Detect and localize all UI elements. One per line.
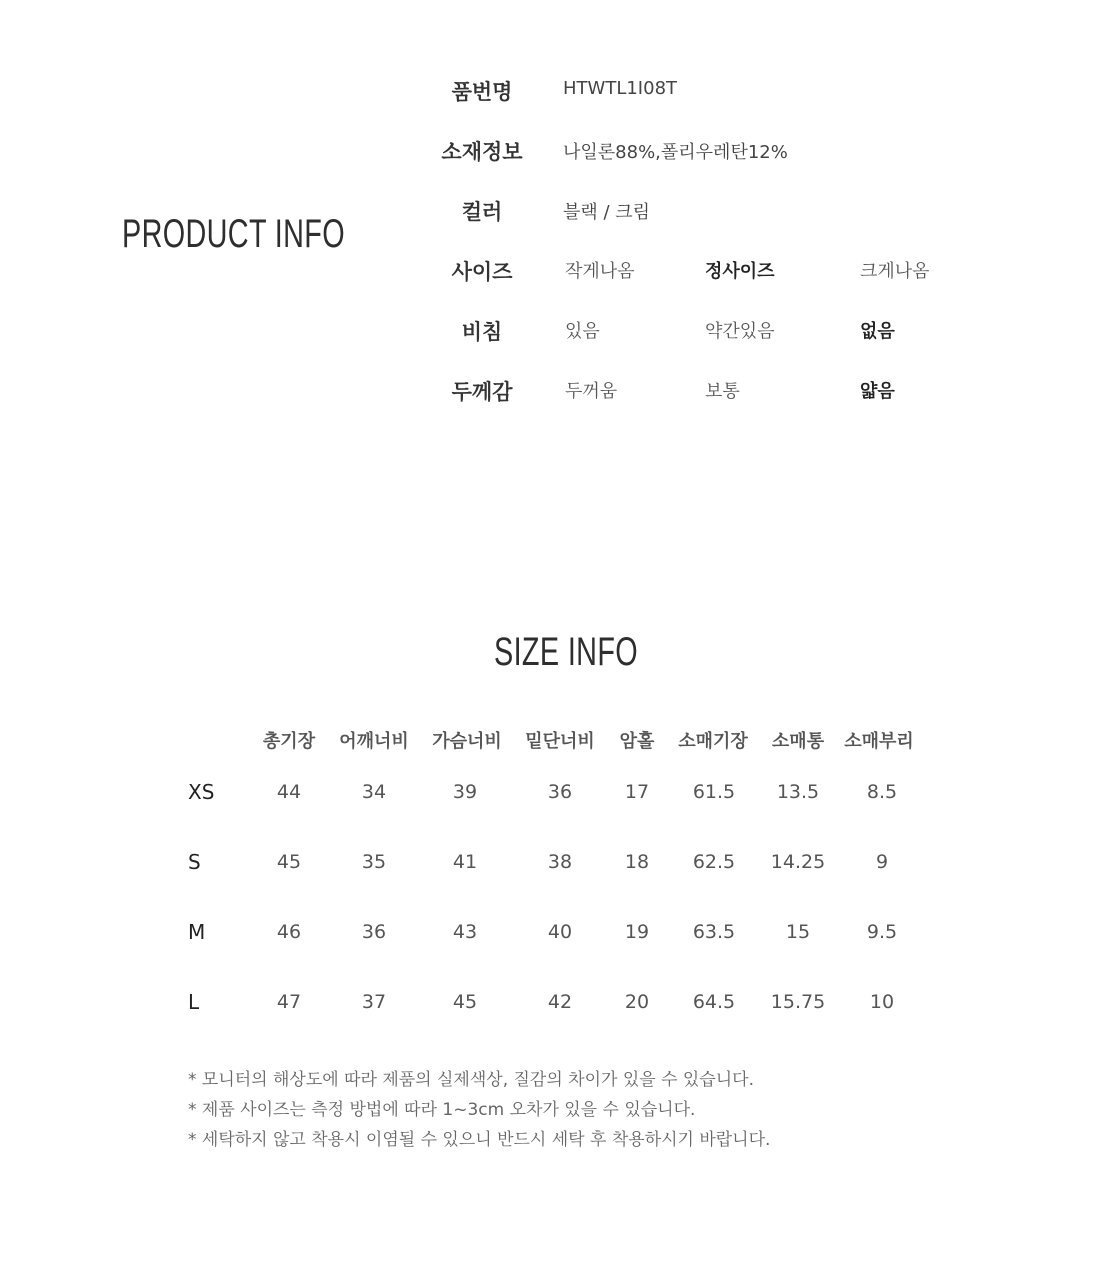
table-cell: 40	[547, 921, 573, 943]
table-cell: 45	[276, 851, 302, 873]
table-cell: 13.5	[776, 781, 820, 803]
table-cell: 17	[624, 781, 650, 803]
table-cell: 9	[875, 851, 889, 873]
table-cell: 41	[452, 851, 478, 873]
column-header: 소매기장	[678, 731, 748, 752]
size-fit-option: 작게나옴	[565, 261, 635, 282]
label-product-code: 품번명	[451, 80, 513, 104]
table-cell: 15.75	[770, 991, 826, 1013]
label-size-fit: 사이즈	[451, 260, 513, 284]
thickness-option: 보통	[705, 381, 740, 402]
table-cell: 47	[276, 991, 302, 1013]
size-label: L	[188, 990, 200, 1014]
table-cell: 62.5	[692, 851, 736, 873]
table-cell: 10	[869, 991, 895, 1013]
label-thickness: 두께감	[451, 380, 513, 404]
table-cell: 42	[547, 991, 573, 1013]
table-cell: 9.5	[866, 921, 898, 943]
size-fit-option: 크게나옴	[860, 261, 930, 282]
label-material: 소재정보	[441, 140, 523, 164]
column-header: 암홀	[619, 731, 655, 752]
table-cell: 34	[361, 781, 387, 803]
label-sheerness: 비침	[461, 320, 503, 344]
column-header: 가슴너비	[432, 731, 502, 752]
table-cell: 14.25	[770, 851, 826, 873]
note-washing-disclaimer: * 세탁하지 않고 착용시 이염될 수 있으니 반드시 세탁 후 착용하시기 바랍니다.	[188, 1130, 771, 1150]
column-header: 밑단너비	[525, 731, 595, 752]
table-cell: 36	[547, 781, 573, 803]
column-header: 소매통	[771, 731, 825, 752]
product-info-title: PRODUCT INFO	[122, 212, 345, 256]
table-cell: 43	[452, 921, 478, 943]
sheerness-option: 약간있음	[705, 321, 775, 342]
table-cell: 61.5	[692, 781, 736, 803]
value-product-code: HTWTL1I08T	[563, 78, 678, 99]
note-color-disclaimer: * 모니터의 해상도에 따라 제품의 실제색상, 질감의 차이가 있을 수 있습니다.	[188, 1070, 755, 1090]
column-header: 총기장	[262, 731, 316, 752]
table-cell: 37	[361, 991, 387, 1013]
sheerness-option: 있음	[565, 321, 600, 342]
table-cell: 63.5	[692, 921, 736, 943]
thickness-option: 두꺼움	[565, 381, 618, 402]
table-cell: 18	[624, 851, 650, 873]
table-cell: 46	[276, 921, 302, 943]
table-cell: 19	[624, 921, 650, 943]
table-cell: 39	[452, 781, 478, 803]
size-info-title: SIZE INFO	[494, 630, 639, 674]
size-label: S	[188, 850, 201, 874]
table-cell: 38	[547, 851, 573, 873]
sheerness-option-selected: 없음	[860, 321, 895, 342]
table-cell: 44	[276, 781, 302, 803]
table-cell: 45	[452, 991, 478, 1013]
value-color: 블랙 / 크림	[563, 202, 651, 223]
table-cell: 8.5	[866, 781, 898, 803]
table-cell: 15	[785, 921, 811, 943]
table-cell: 35	[361, 851, 387, 873]
table-cell: 20	[624, 991, 650, 1013]
column-header: 어깨너비	[339, 731, 409, 752]
size-fit-option-selected: 정사이즈	[705, 261, 775, 282]
thickness-option-selected: 얇음	[860, 381, 895, 402]
table-cell: 64.5	[692, 991, 736, 1013]
size-label: M	[188, 920, 206, 944]
value-material: 나일론88%,폴리우레탄12%	[563, 142, 788, 163]
note-size-disclaimer: * 제품 사이즈는 측정 방법에 따라 1~3cm 오차가 있을 수 있습니다.	[188, 1100, 696, 1120]
size-label: XS	[188, 780, 215, 804]
table-cell: 36	[361, 921, 387, 943]
label-color: 컬러	[461, 200, 503, 224]
column-header: 소매부리	[844, 731, 914, 752]
